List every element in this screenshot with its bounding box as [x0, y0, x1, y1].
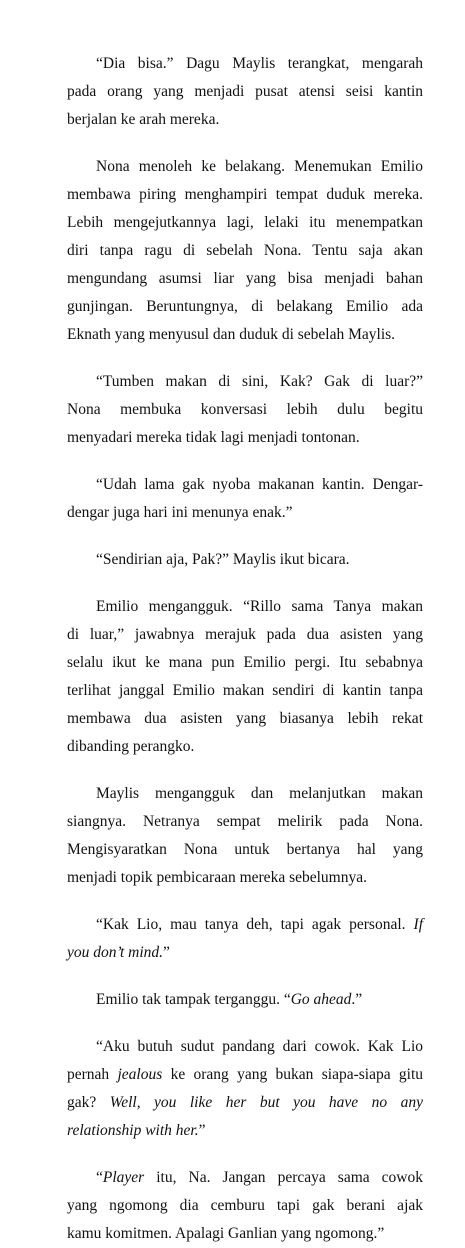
- paragraph: [67, 911, 423, 967]
- paragraph: [67, 593, 423, 761]
- text-run: “Aku butuh sudut pandang dari cowok. Kak Lio: [96, 1038, 423, 1055]
- text-line: [67, 1089, 423, 1117]
- text-run: kamu komitmen. Apalagi Ganlian yang ngomong.”: [67, 1225, 385, 1242]
- paragraph: [67, 986, 423, 1014]
- text-line: [67, 593, 423, 621]
- text-run: di luar,” jawabnya merajuk pada dua asisten yang: [67, 626, 423, 643]
- text-line: [67, 911, 423, 939]
- text-line: [67, 1220, 423, 1248]
- text-line: [67, 1164, 423, 1192]
- paragraph: [67, 153, 423, 349]
- italic-text: If: [413, 916, 423, 933]
- text-run: siangnya. Netranya sempat melirik pada Nona.: [67, 813, 423, 830]
- text-run: “Udah lama gak nyoba makanan kantin. Dengar-: [96, 476, 423, 493]
- text-line: [67, 1061, 423, 1089]
- text-line: [67, 780, 423, 808]
- paragraph: [67, 471, 423, 527]
- text-run: mengundang asumsi liar yang bisa menjadi bahan: [67, 270, 423, 287]
- text-run: membawa piring menghampiri tempat duduk mereka.: [67, 186, 423, 203]
- text-line: [67, 1117, 423, 1145]
- text-run: “Dia bisa.” Dagu Maylis terangkat, mengarah: [96, 55, 423, 72]
- text-run: Lebih mengejutkannya lagi, lelaki itu menempatkan: [67, 214, 423, 231]
- text-line: [67, 78, 423, 106]
- text-line: [67, 209, 423, 237]
- text-run: membawa dua asisten yang biasanya lebih rekat: [67, 710, 423, 727]
- text-line: [67, 1192, 423, 1220]
- paragraph: [67, 1164, 423, 1248]
- text-line: [67, 705, 423, 733]
- text-run: diri tanpa ragu di sebelah Nona. Tentu saja akan: [67, 242, 423, 259]
- text-line: [67, 471, 423, 499]
- text-run: “: [96, 1169, 103, 1186]
- text-run: Emilio mengangguk. “Rillo sama Tanya makan: [96, 598, 423, 615]
- paragraph: [67, 1033, 423, 1145]
- text-run: pada orang yang menjadi pusat atensi seisi kantin: [67, 83, 423, 100]
- text-run: gunjingan. Beruntungnya, di belakang Emilio ada: [67, 298, 423, 315]
- italic-text: Go ahead: [290, 991, 352, 1008]
- italic-text: relationship with her.: [67, 1122, 199, 1139]
- italic-text: Player: [102, 1169, 145, 1186]
- text-run: berjalan ke arah mereka.: [67, 111, 220, 128]
- text-line: [67, 546, 423, 574]
- text-run: Nona menoleh ke belakang. Menemukan Emilio: [96, 158, 423, 175]
- paragraph: [67, 780, 423, 892]
- text-line: [67, 237, 423, 265]
- text-line: [67, 836, 423, 864]
- text-line: [67, 808, 423, 836]
- italic-text: you don’t mind.: [67, 944, 164, 961]
- italic-text: jealous: [117, 1066, 163, 1083]
- text-line: [67, 424, 423, 452]
- text-line: [67, 1033, 423, 1061]
- text-line: [67, 181, 423, 209]
- text-run: Maylis mengangguk dan melanjutkan makan: [96, 785, 423, 802]
- text-run: itu, Na. Jangan percaya sama cowok: [144, 1169, 423, 1186]
- text-line: [67, 50, 423, 78]
- text-run: ”: [198, 1122, 206, 1139]
- text-run: menjadi topik pembicaraan mereka sebelumnya.: [67, 869, 367, 886]
- text-run: “Kak Lio, mau tanya deh, tapi agak personal.: [96, 916, 414, 933]
- text-line: [67, 986, 423, 1014]
- text-line: [67, 321, 423, 349]
- text-run: pernah: [67, 1066, 118, 1083]
- text-run: .”: [351, 991, 363, 1008]
- text-run: gak?: [67, 1094, 110, 1111]
- text-line: [67, 153, 423, 181]
- text-run: terlihat janggal Emilio makan sendiri di kantin tanpa: [67, 682, 423, 699]
- text-line: [67, 621, 423, 649]
- text-line: [67, 864, 423, 892]
- text-run: Nona membuka konversasi lebih dulu begitu: [67, 401, 423, 418]
- text-line: [67, 106, 423, 134]
- italic-text: Well, you like her but you have no any: [109, 1094, 423, 1111]
- paragraph: [67, 368, 423, 452]
- text-line: [67, 939, 423, 967]
- text-run: Emilio tak tampak terganggu. “: [96, 991, 291, 1008]
- text-line: [67, 499, 423, 527]
- paragraph: [67, 546, 423, 574]
- text-run: dengar juga hari ini menunya enak.”: [67, 504, 293, 521]
- text-run: ke orang yang bukan siapa-siapa gitu: [162, 1066, 424, 1083]
- text-run: “Sendirian aja, Pak?” Maylis ikut bicara.: [96, 551, 350, 568]
- text-run: menyadari mereka tidak lagi menjadi tontonan.: [67, 429, 360, 446]
- text-line: [67, 293, 423, 321]
- text-run: selalu ikut ke mana pun Emilio pergi. Itu sebabnya: [67, 654, 423, 671]
- text-run: yang ngomong dia cemburu tapi gak berani ajak: [67, 1197, 423, 1214]
- text-line: [67, 677, 423, 705]
- text-line: [67, 265, 423, 293]
- text-line: [67, 649, 423, 677]
- text-line: [67, 733, 423, 761]
- text-line: [67, 368, 423, 396]
- text-line: [67, 396, 423, 424]
- paragraph: [67, 50, 423, 134]
- text-run: “Tumben makan di sini, Kak? Gak di luar?”: [96, 373, 423, 390]
- text-run: ”: [163, 944, 170, 961]
- text-run: Mengisyaratkan Nona untuk bertanya hal yang: [67, 841, 423, 858]
- text-run: dibanding perangko.: [67, 738, 195, 755]
- text-run: Eknath yang menyusul dan duduk di sebelah Maylis.: [67, 326, 396, 343]
